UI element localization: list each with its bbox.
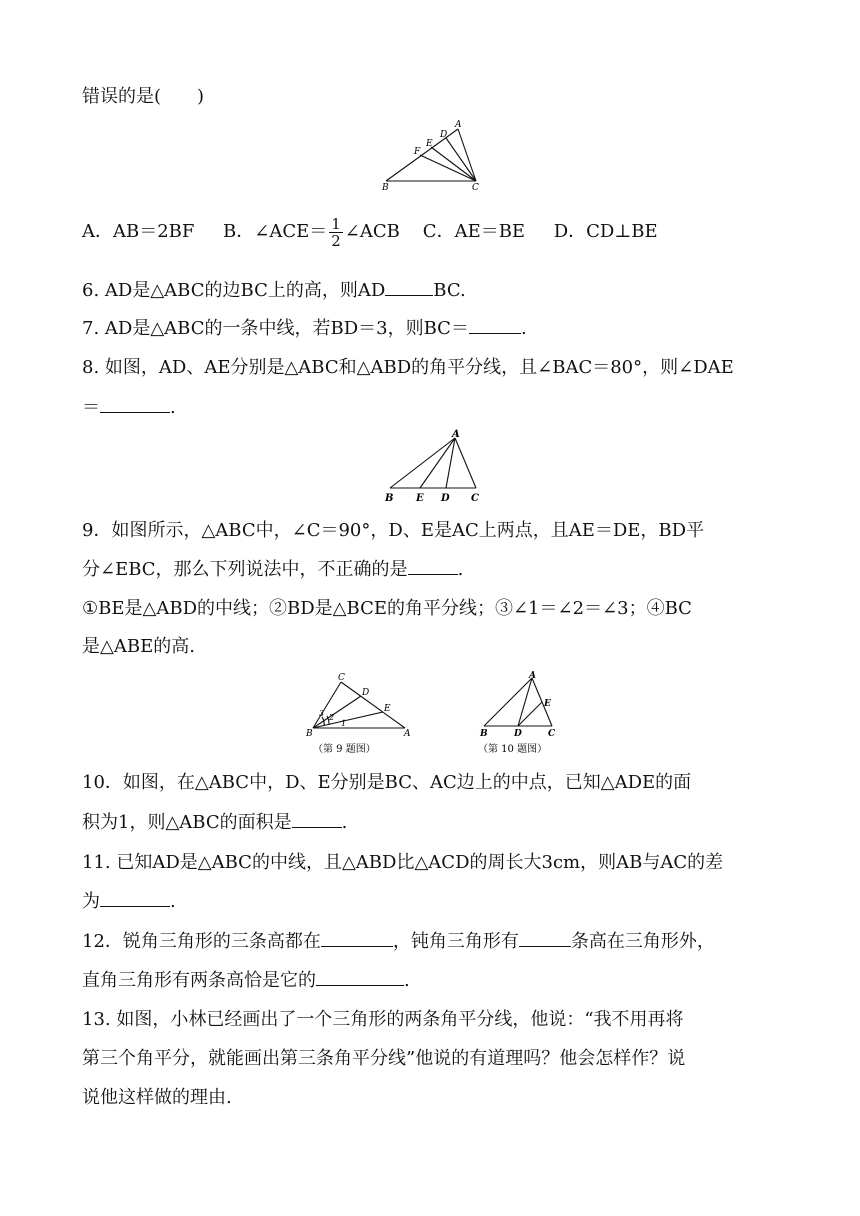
label-d: D	[440, 130, 448, 140]
label-a: A	[455, 120, 462, 130]
q8-eq: ＝	[82, 397, 100, 418]
figure-q10	[476, 670, 571, 762]
question-8-line1: 8. 如图，AD、AE分别是△ABC和△ABD的角平分线，且∠BAC＝80°，则∠DAE	[82, 357, 734, 378]
q11-end: .	[170, 891, 176, 912]
label-f: F	[414, 147, 421, 157]
question-10-line2	[82, 809, 347, 836]
question-7	[82, 315, 527, 342]
label-d: D	[514, 729, 522, 739]
question-10-line1: 10．如图，在△ABC中，D、E分别是BC、AC边上的中点，已知△ADE的面	[82, 772, 692, 793]
question-11-line1: 11. 已知AD是△ABC的中线，且△ABD比△ACD的周长大3cm，则AB与AC的差	[82, 852, 724, 873]
label-e: E	[416, 493, 424, 504]
option-b-post: ∠ACB	[344, 221, 400, 242]
question-11-line2	[82, 888, 176, 915]
q10-end: .	[341, 812, 348, 833]
q12-text-d: 直角三角形有两条高恰是它的	[82, 970, 316, 991]
label-a: A	[529, 671, 536, 681]
segment-ad	[446, 438, 455, 488]
option-b-pre: B．∠ACE＝	[223, 221, 328, 242]
q7-text: 7. AD是△ABC的一条中线，若BD＝3，则BC＝	[82, 318, 469, 339]
option-a[interactable]: A．AB＝2BF	[82, 221, 195, 242]
label-b: B	[385, 493, 394, 504]
label-b: B	[306, 729, 313, 739]
q7-blank[interactable]	[469, 315, 521, 334]
q12-blank-3[interactable]	[316, 967, 404, 986]
q10-blank[interactable]	[292, 809, 342, 828]
question-13-line1: 13. 如图，小林已经画出了一个三角形的两条角平分线，他说：“我不用再将	[82, 1009, 684, 1030]
label-a: A	[452, 429, 460, 440]
segment-ae	[420, 438, 455, 488]
fraction-half: $\frac{1}{2}$	[331, 214, 341, 250]
q10-text: 积为1，则△ABC的面积是	[82, 812, 292, 833]
q5-options	[82, 212, 658, 252]
question-6	[82, 277, 466, 304]
q7-end: .	[520, 318, 527, 339]
q8-blank[interactable]	[100, 394, 170, 413]
label-c: C	[471, 493, 479, 504]
label-b: B	[382, 183, 389, 193]
label-c: C	[338, 673, 345, 683]
q12-text-b: ，钝角三角形有	[392, 931, 519, 952]
label-angle-3: 3	[319, 709, 325, 718]
question-13-line2: 第三个角平分，就能画出第三条角平分线”他说的有道理吗？他会怎样作？说	[82, 1048, 686, 1069]
q12-blank-2[interactable]	[519, 928, 571, 947]
label-angle-1: 1	[341, 719, 347, 728]
option-d[interactable]: D．CD⊥BE	[553, 221, 658, 242]
q12-end: .	[404, 970, 410, 991]
q12-text-c: 条高在三角形外，	[570, 931, 715, 952]
q12-text-a: 12．锐角三角形的三条高都在	[82, 931, 321, 952]
question-12-line1	[82, 928, 715, 955]
caption-fig9: （第 9 题图）	[313, 744, 376, 755]
label-e: E	[544, 699, 551, 709]
question-8-line2	[82, 394, 176, 421]
question-9-line2	[82, 556, 463, 583]
q5-stem-tail: 错误的是( )	[82, 86, 205, 107]
question-13-line3: 说他这样做的理由.	[82, 1087, 232, 1108]
label-angle-2: 2	[329, 713, 335, 722]
question-12-line2	[82, 967, 410, 994]
question-9-line4: 是△ABE的高.	[82, 636, 195, 657]
label-d: D	[441, 493, 450, 504]
label-e: E	[384, 704, 391, 714]
q11-text: 为	[82, 891, 100, 912]
q9-text: 分∠EBC，那么下列说法中，不正确的是	[82, 559, 408, 580]
q9-blank[interactable]	[408, 556, 458, 575]
question-9-line3: ①BE是△ABD的中线；②BD是△BCE的角平分线；③∠1＝∠2＝∠3；④BC	[82, 598, 692, 619]
question-9-line1: 9．如图所示，△ABC中，∠C＝90°，D、E是AC上两点，且AE＝DE，BD平	[82, 520, 705, 541]
label-e: E	[426, 139, 433, 149]
q6-end: BC.	[433, 280, 466, 301]
segment-ce	[431, 147, 476, 181]
label-d: D	[362, 688, 370, 698]
figure-q9	[305, 670, 420, 762]
option-b[interactable]	[223, 214, 406, 250]
caption-fig10: （第 10 题图）	[478, 744, 548, 755]
q6-text: 6. AD是△ABC的边BC上的高，则AD	[82, 280, 386, 301]
label-c: C	[548, 729, 556, 739]
label-a: A	[404, 729, 411, 739]
figure-q5	[380, 118, 490, 193]
q6-blank[interactable]	[385, 277, 433, 296]
q11-blank[interactable]	[100, 888, 170, 907]
label-b: B	[480, 729, 488, 739]
figure-q8	[380, 428, 490, 504]
label-c: C	[472, 183, 479, 193]
q9-end: .	[457, 559, 464, 580]
q12-blank-1[interactable]	[321, 928, 393, 947]
option-c[interactable]: C．AE＝BE	[422, 221, 526, 242]
q8-end: .	[170, 397, 176, 418]
